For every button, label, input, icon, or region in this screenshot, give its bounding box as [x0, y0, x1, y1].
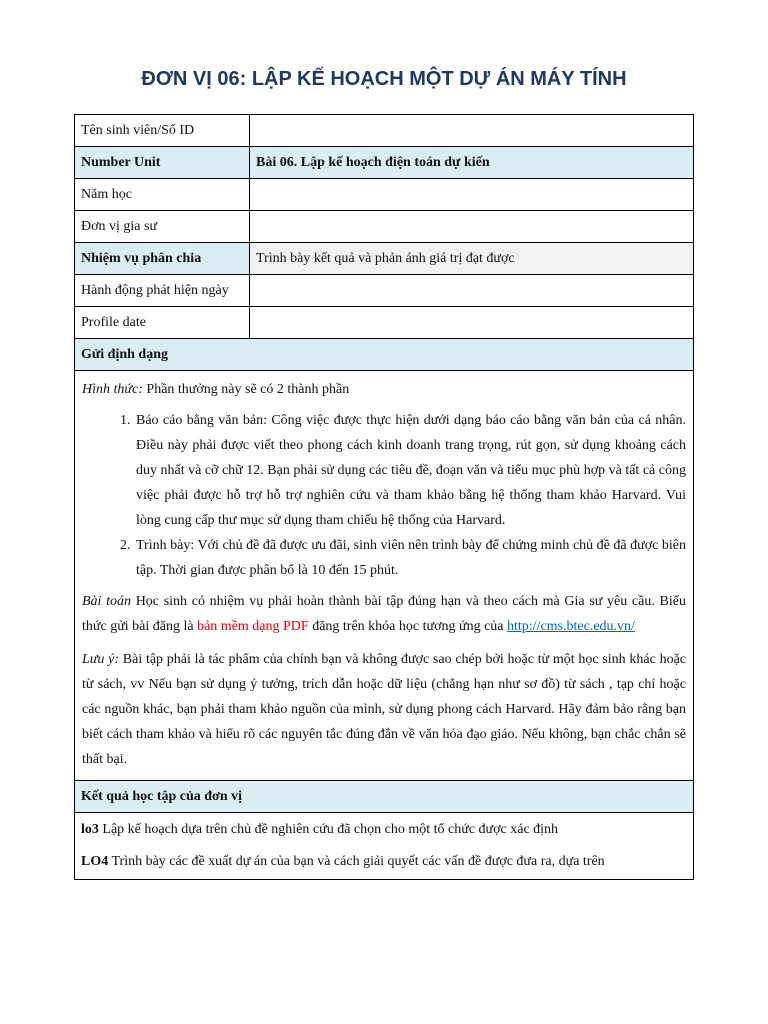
- document-title: ĐƠN VỊ 06: LẬP KẾ HOẠCH MỘT DỰ ÁN MÁY TÍNH: [141, 68, 627, 90]
- number-unit-value: Bài 06. Lập kế hoạch điện toán dự kiến: [250, 147, 694, 179]
- form-paragraph: [82, 377, 686, 402]
- lo4-text: Trình bày các đề xuất dự án của bạn và cách giải quyết các vấn đề được đưa ra, dựa trên: [108, 854, 605, 869]
- table-row: [75, 275, 694, 307]
- outcomes-header: Kết quả học tập của đơn vị: [75, 781, 694, 813]
- lo4-code: LO4: [81, 854, 109, 869]
- lo3-text: Lập kế hoạch dựa trên chủ đề nghiên cứu đã chọn cho một tổ chức được xác định: [98, 822, 559, 837]
- action-value: [250, 275, 694, 307]
- list-item: 2. Trình bày: Với chủ đề đã được ưu đãi, sinh viên nên trình bày để chứng minh chủ đề đã được biên tập. Thời gian được phân bổ là 10 đến 15 phút.: [134, 533, 686, 583]
- table-row: [75, 147, 694, 179]
- year-value: [250, 179, 694, 211]
- table-row: [75, 179, 694, 211]
- list-item: 1. Báo cáo bằng văn bản: Công việc được thực hiện dưới dạng báo cáo bằng văn bản của cá nhân. Điều này phải được viết theo phong cách kinh doanh trang trọng, rút gọn, sử dụng khoảng cách duy nhất và cỡ chữ 12. Bạn phải sử dụng các tiêu đề, đoạn văn và tiểu mục phù hợp và tất cả công việc phải được hỗ trợ hỗ trợ nghiên cứu và tham khảo bằng hệ thống tham khảo Harvard. Vui lòng cung cấp thư mục sử dụng tham chiếu hệ thống của Harvard.: [134, 408, 686, 533]
- profile-label: Profile date: [75, 307, 250, 339]
- assignment-table: [74, 114, 694, 880]
- table-row: [75, 813, 694, 880]
- table-row: [75, 371, 694, 781]
- table-row: [75, 339, 694, 371]
- lo4-paragraph: [81, 850, 687, 874]
- year-label: Năm học: [75, 179, 250, 211]
- task-paragraph: [82, 589, 686, 639]
- student-label: Tên sinh viên/Số ID: [75, 115, 250, 147]
- table-row: [75, 243, 694, 275]
- student-value: [250, 115, 694, 147]
- lo3-paragraph: [81, 818, 687, 842]
- form-label: Hình thức:: [82, 382, 143, 397]
- submission-list: [82, 408, 686, 583]
- tutor-value: [250, 211, 694, 243]
- note-label: Lưu ý:: [82, 652, 120, 667]
- profile-value: [250, 307, 694, 339]
- submission-body: [75, 371, 694, 781]
- form-text: Phần thưởng này sẽ có 2 thành phần: [142, 382, 350, 397]
- task-text-1: Học sinh có nhiệm vụ phải hoàn thành bài tập đúng hạn và theo cách mà Gia sư yêu cầu. Biểu thức gửi bài đăng là: [82, 594, 686, 634]
- task-text-2: đăng trên khóa học tương ứng của: [308, 619, 508, 634]
- cms-link[interactable]: http://cms.btec.edu.vn/: [507, 619, 635, 634]
- task-paragraph-label: Bài toán: [82, 594, 132, 609]
- lo3-code: lo3: [81, 822, 99, 837]
- action-label: Hành động phát hiện ngày: [75, 275, 250, 307]
- note-paragraph: [82, 647, 686, 772]
- submission-header: Gửi định dạng: [75, 339, 694, 371]
- task-value: Trình bày kết quả và phản ánh giá trị đạt được: [250, 243, 694, 275]
- table-row: [75, 307, 694, 339]
- pdf-requirement: bản mềm dạng PDF: [197, 619, 309, 634]
- table-row: [75, 115, 694, 147]
- task-label: Nhiệm vụ phân chia: [75, 243, 250, 275]
- lo3-cell: [75, 813, 694, 880]
- note-text: Bài tập phải là tác phẩm của chính bạn và không được sao chép bởi hoặc từ một học sinh khác hoặc từ sách, vv Nếu bạn sử dụng ý tưởng, trích dẫn hoặc dữ liệu (chẳng hạn như sơ đồ) từ sách , tạp chí hoặc các nguồn khác, bạn phải tham khảo nguồn của mình, sử dụng phong cách Harvard. Hãy đảm bảo rằng bạn biết cách tham khảo và hiểu rõ các nguyên tắc đúng đắn về văn hóa đạo giáo. Nếu không, bạn chắc chắn sẽ thất bại.: [82, 652, 686, 767]
- number-unit-label: Number Unit: [75, 147, 250, 179]
- table-row: [75, 781, 694, 813]
- tutor-label: Đơn vị gia sư: [75, 211, 250, 243]
- table-row: [75, 211, 694, 243]
